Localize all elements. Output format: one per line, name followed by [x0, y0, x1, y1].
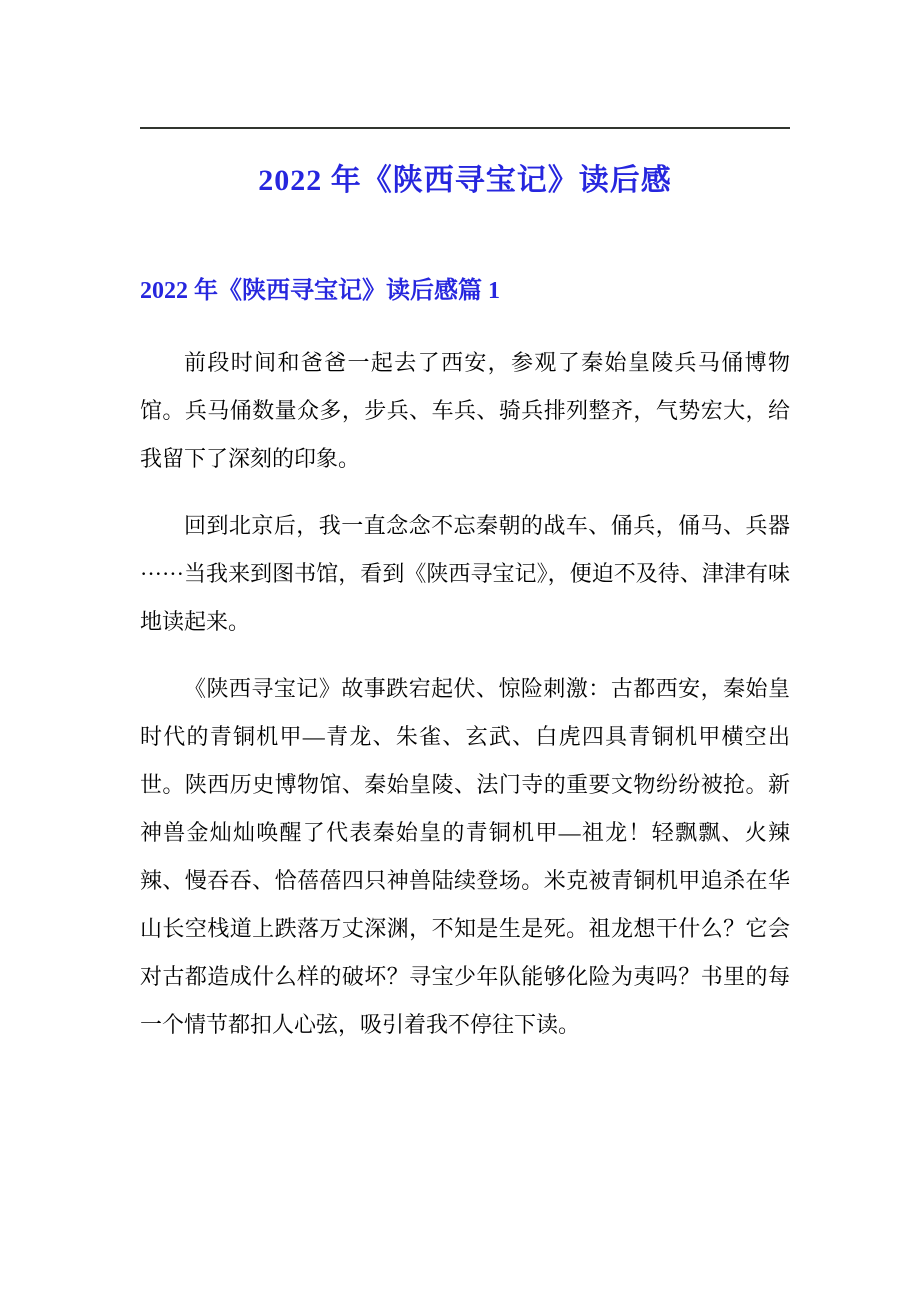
- paragraph: 前段时间和爸爸一起去了西安，参观了秦始皇陵兵马俑博物馆。兵马俑数量众多，步兵、车兵、骑兵排列整齐，气势宏大，给我留下了深刻的印象。: [140, 350, 790, 471]
- header-divider-line: [140, 127, 790, 129]
- paragraph: 《陕西寻宝记》故事跌宕起伏、惊险刺激：古都西安，秦始皇时代的青铜机甲—青龙、朱雀、玄武、白虎四具青铜机甲横空出世。陕西历史博物馆、秦始皇陵、法门寺的重要文物纷纷被抢。新神兽金灿灿唤醒了代表秦始皇的青铜机甲—祖龙！轻飘飘、火辣辣、慢吞吞、恰蓓蓓四只神兽陆续登场。米克被青铜机甲追杀在华山长空栈道上跌落万丈深渊，不知是生是死。祖龙想干什么？它会对古都造成什么样的破坏？寻宝少年队能够化险为夷吗？书里的每一个情节都扣人心弦，吸引着我不停往下读。: [140, 676, 790, 1037]
- page-title: 2022 年《陕西寻宝记》读后感: [258, 164, 672, 197]
- body-text: [140, 339, 790, 1049]
- document-content: [140, 127, 790, 1049]
- paragraph: 回到北京后，我一直念念不忘秦朝的战车、俑兵，俑马、兵器······当我来到图书馆，看到《陕西寻宝记》，便迫不及待、津津有味地读起来。: [140, 513, 790, 634]
- section-heading: 2022 年《陕西寻宝记》读后感篇 1: [140, 278, 500, 304]
